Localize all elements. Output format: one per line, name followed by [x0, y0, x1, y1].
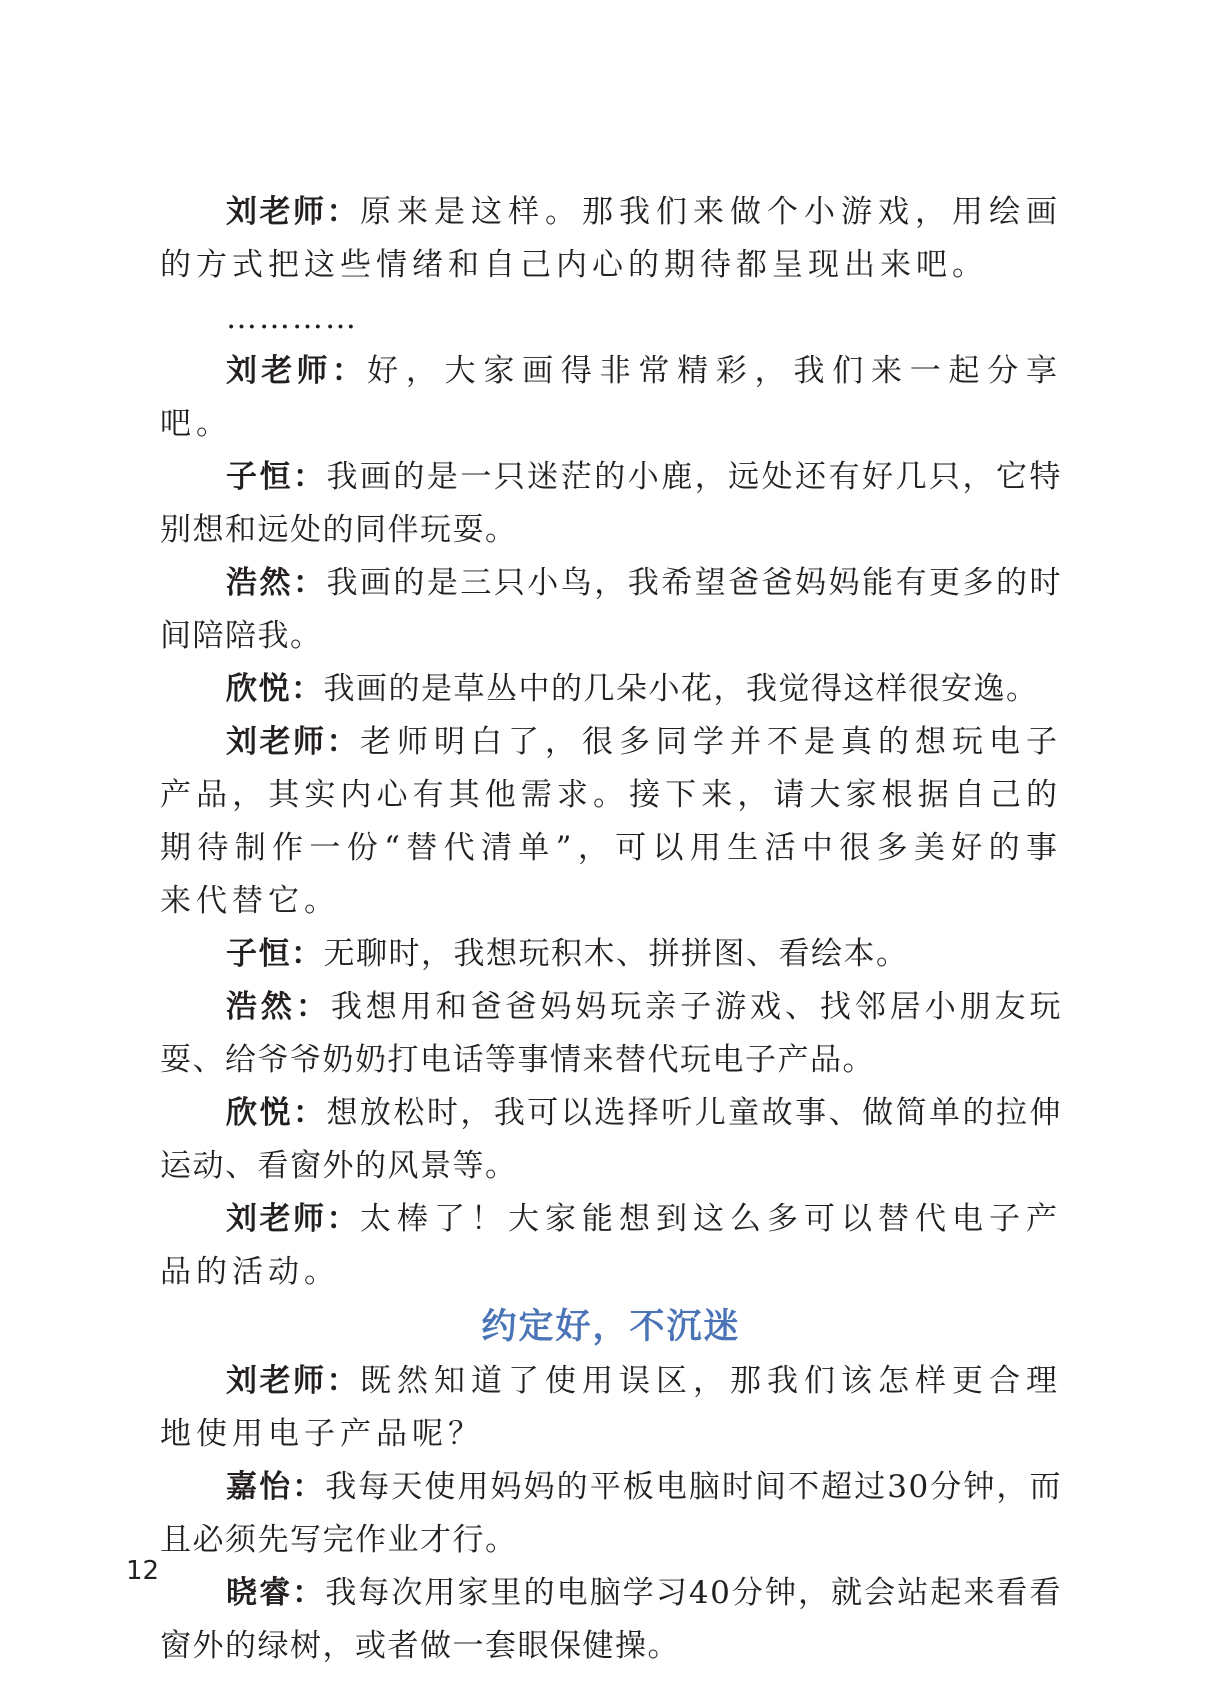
speaker-name: 子恒：	[226, 936, 324, 972]
dialogue-line	[160, 716, 1062, 928]
dialogue-text: 我想用和爸爸妈妈玩亲子游戏、找邻居小朋友玩耍、给爷爷奶奶打电话等事情来替代玩电子产品。	[160, 989, 1063, 1078]
dialogue-text: 老师明白了，很多同学并不是真的想玩电子产品，其实内心有其他需求。接下来，请大家根据自己的期待制作一份“替代清单”，可以用生活中很多美好的事来代替它。	[160, 724, 1062, 919]
dialogue-line	[160, 186, 1062, 292]
dialogue-text: 既然知道了使用误区，那我们该怎样更合理地使用电子产品呢？	[160, 1363, 1062, 1452]
dialogue-text: 好，大家画得非常精彩，我们来一起分享吧。	[160, 353, 1063, 442]
dialogue-line	[160, 981, 1062, 1087]
ellipsis: …………	[226, 300, 358, 336]
page-number: 12	[126, 1556, 160, 1586]
dialogue-text: 想放松时，我可以选择听儿童故事、做简单的拉伸运动、看窗外的风景等。	[160, 1095, 1062, 1184]
dialogue-line	[160, 1567, 1062, 1673]
speaker-name: 嘉怡：	[226, 1469, 326, 1505]
speaker-name: 刘老师：	[226, 724, 360, 760]
speaker-name: 子恒：	[226, 459, 327, 495]
speaker-name: 欣悦：	[226, 671, 324, 707]
dialogue-text: 太棒了！大家能想到这么多可以替代电子产品的活动。	[160, 1201, 1062, 1290]
dialogue-text: 无聊时，我想玩积木、拼拼图、看绘本。	[323, 936, 909, 972]
dialogue-line	[160, 1087, 1062, 1193]
dialogue-line	[160, 557, 1062, 663]
dialogue-text: 我每次用家里的电脑学习40分钟，就会站起来看看窗外的绿树，或者做一套眼保健操。	[160, 1575, 1063, 1664]
dialogue-line	[160, 451, 1062, 557]
speaker-name: 浩然：	[226, 565, 327, 601]
dialogue-line	[160, 1355, 1062, 1461]
speaker-name: 浩然：	[226, 989, 331, 1025]
speaker-name: 刘老师：	[226, 194, 360, 230]
speaker-name: 刘老师：	[226, 1201, 360, 1237]
dialogue-text: 我画的是三只小鸟，我希望爸爸妈妈能有更多的时间陪陪我。	[160, 565, 1062, 654]
dialogue-text: 我画的是草丛中的几朵小花，我觉得这样很安逸。	[323, 671, 1039, 707]
dialogue-line	[160, 663, 1062, 716]
dialogue-line	[160, 928, 1062, 981]
dialogue-line	[160, 1193, 1062, 1299]
section-title: 约定好，不沉迷	[481, 1307, 741, 1347]
speaker-name: 刘老师：	[226, 1363, 360, 1399]
dialogue-line	[160, 345, 1062, 451]
dialogue-text: 我画的是一只迷茫的小鹿，远处还有好几只，它特别想和远处的同伴玩耍。	[160, 459, 1062, 548]
speaker-name: 晓睿：	[226, 1575, 326, 1611]
dialogue-text: 原来是这样。那我们来做个小游戏，用绘画的方式把这些情绪和自己内心的期待都呈现出来吧。	[160, 194, 1062, 283]
dialogue-text: 我每天使用妈妈的平板电脑时间不超过30分钟，而且必须先写完作业才行。	[160, 1469, 1063, 1558]
page-content	[160, 186, 1062, 1673]
speaker-name: 刘老师：	[226, 353, 368, 389]
dialogue-line	[160, 1461, 1062, 1567]
speaker-name: 欣悦：	[226, 1095, 327, 1131]
